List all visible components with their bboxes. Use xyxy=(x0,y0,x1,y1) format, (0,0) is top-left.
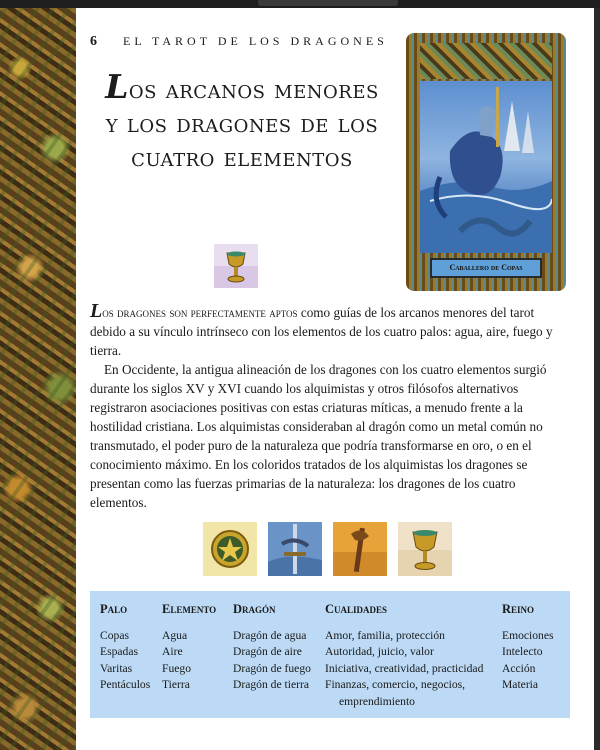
chapter-title: Los arcanos menores y los dragones de los cuatro elementos xyxy=(105,67,379,173)
body-text xyxy=(90,302,570,512)
cell-reino: Emociones xyxy=(502,628,554,642)
book-title: EL TAROT DE LOS DRAGONES xyxy=(123,34,388,48)
header-cualidades: Cualidades xyxy=(325,602,388,616)
drop-cap: L xyxy=(90,300,103,322)
cell-palo: Pentáculos xyxy=(100,678,151,691)
header-palo: Palo xyxy=(100,602,128,616)
cell-cualidades: Iniciativa, creatividad, practicidad xyxy=(325,661,484,675)
card-top-band xyxy=(420,43,552,79)
paragraph-2: En Occidente, la antigua alineación de los dragones con los cuatro elementos surgió durante los siglos XV y XVI cuando los alquimistas y otros filósofos alternativos registraron asociaciones positivas con estas criaturas míticas, a menudo frente a la hostilidad cristiana. Los alquimistas consideraban al dragón como un metal común no transmutado, el poder puro de la naturaleza que podría transformarse en oro, o en el conocimiento máximo. En los coloridos tratados de los alquimistas los dragones se presentan como las fuerzas primarias de la naturaleza: los dragones de los cuatro elementos. xyxy=(90,362,547,510)
header-dragon: Dragón xyxy=(233,602,276,616)
cell-cualidades: Finanzas, comercio, negocios, xyxy=(325,678,466,691)
cell-reino: Intelecto xyxy=(502,645,543,658)
card-caption: Caballero de Copas xyxy=(430,258,542,278)
paragraph-1 xyxy=(90,302,570,360)
running-head xyxy=(90,34,388,50)
cell-palo: Varitas xyxy=(100,661,133,675)
paragraph-1-text: como guías de los arcanos menores del tarot debido a su vínculo intrínseco con los elementos de los cuatro palos: agua, aire, fuego y tierra. xyxy=(90,305,553,358)
cell-dragon: Dragón de aire xyxy=(233,645,302,658)
column-cualidades xyxy=(325,601,483,710)
cell-elemento: Aire xyxy=(162,645,183,658)
cell-dragon: Dragón de tierra xyxy=(233,678,309,691)
cell-cualidades: Amor, familia, protección xyxy=(325,628,445,642)
wand-icon xyxy=(333,522,387,576)
cell-dragon: Dragón de fuego xyxy=(233,661,311,675)
cell-elemento: Tierra xyxy=(162,678,190,691)
header-reino: Reino xyxy=(502,602,535,616)
cell-elemento: Agua xyxy=(162,628,188,642)
viewer-tab[interactable] xyxy=(258,0,398,6)
column-palo xyxy=(100,601,150,694)
cell-reino: Acción xyxy=(502,661,536,675)
cell-reino: Materia xyxy=(502,678,539,691)
tarot-card-image xyxy=(406,33,566,291)
column-dragon xyxy=(233,601,311,694)
knight-dragon-icon xyxy=(420,81,552,253)
sword-icon xyxy=(268,522,322,576)
cell-palo: Espadas xyxy=(100,645,138,658)
cell-dragon: Dragón de agua xyxy=(233,628,307,642)
column-elemento xyxy=(162,601,216,694)
viewer-top-bar xyxy=(0,0,600,8)
pentacle-icon xyxy=(203,522,257,576)
cup-symbol-icon xyxy=(398,522,452,576)
lead-in: os dragones son perfectamente aptos xyxy=(102,305,298,320)
cell-cualidades: emprendimiento xyxy=(339,694,415,708)
decorative-border-image xyxy=(0,8,76,750)
column-reino xyxy=(502,601,554,694)
page-number: 6 xyxy=(90,34,97,49)
cell-palo: Copas xyxy=(100,628,129,642)
card-artwork xyxy=(420,81,552,253)
header-elemento: Elemento xyxy=(162,602,217,616)
cell-cualidades: Autoridad, juicio, valor xyxy=(325,645,434,658)
book-page xyxy=(0,8,594,750)
cell-elemento: Fuego xyxy=(162,661,191,675)
cup-icon xyxy=(214,244,258,288)
correspondence-table xyxy=(90,591,570,718)
